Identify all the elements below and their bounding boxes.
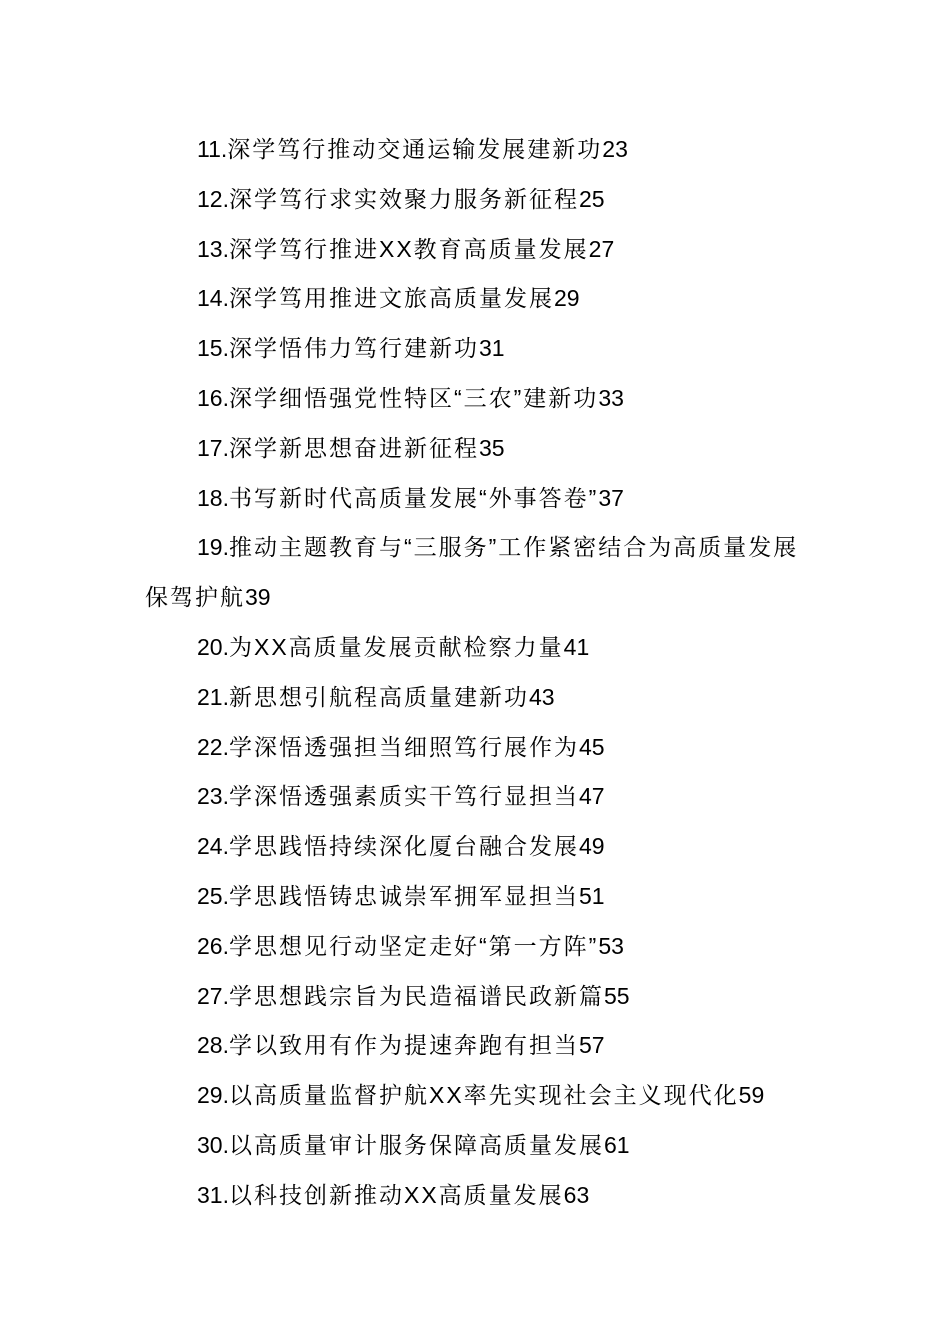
toc-entry-31[interactable]	[145, 1171, 810, 1221]
toc-entry-title: 深学悟伟力笃行建新功	[228, 335, 479, 362]
toc-entry-number: 31.	[197, 1181, 229, 1208]
toc-entry-page: 57	[578, 1032, 605, 1059]
toc-entry-number: 26.	[197, 932, 229, 959]
toc-entry-14[interactable]	[145, 274, 810, 324]
toc-entry-22[interactable]	[145, 723, 810, 773]
toc-entry-23[interactable]	[145, 772, 810, 822]
toc-entry-page: 45	[578, 733, 605, 760]
toc-entry-number: 25.	[197, 882, 229, 909]
toc-entry-title: 深学笃行推动交通运输发展建新功	[227, 136, 603, 162]
toc-entry-page: 51	[578, 882, 605, 909]
toc-entry-title: 学以致用有作为提速奔跑有担当	[228, 1032, 579, 1059]
toc-entry-title: 学思想见行动坚定走好“第一方阵”	[228, 932, 599, 959]
toc-entry-page: 33	[598, 384, 624, 411]
toc-entry-29[interactable]	[145, 1071, 810, 1121]
toc-entry-page: 23	[602, 136, 628, 162]
toc-entry-title: 深学细悟强党性特区“三农”建新功	[228, 384, 599, 411]
toc-entry-page: 37	[598, 484, 624, 511]
toc-entry-title: 书写新时代高质量发展“外事答卷”	[228, 484, 599, 511]
toc-entry-11[interactable]	[145, 125, 810, 175]
toc-entry-page: 41	[563, 633, 590, 660]
toc-entry-title: 学思践悟持续深化厦台融合发展	[228, 833, 579, 860]
toc-entry-number: 21.	[197, 683, 229, 710]
toc-entry-number: 20.	[197, 633, 229, 660]
toc-entry-15[interactable]	[145, 324, 810, 374]
toc-entry-title: 为XX高质量发展贡献检察力量	[228, 633, 564, 660]
toc-entry-24[interactable]	[145, 822, 810, 872]
toc-entry-page: 35	[478, 434, 505, 461]
toc-entry-21[interactable]	[145, 673, 810, 723]
toc-entry-number: 16.	[197, 384, 229, 411]
toc-entry-title: 学思想践宗旨为民造福谱民政新篇	[228, 982, 604, 1009]
toc-entry-number: 14.	[197, 285, 229, 312]
toc-entry-title: 以高质量监督护航XX率先实现社会主义现代化	[228, 1082, 739, 1109]
toc-entry-page: 61	[603, 1131, 630, 1158]
toc-entry-number: 17.	[197, 434, 229, 461]
toc-entry-title: 深学笃行求实效聚力服务新征程	[228, 185, 579, 212]
toc-entry-number: 13.	[197, 235, 229, 262]
toc-entry-page: 25	[578, 185, 605, 212]
toc-entry-number: 15.	[197, 335, 229, 362]
toc-entry-page: 59	[738, 1082, 765, 1109]
toc-entry-number: 12.	[197, 185, 229, 212]
toc-entry-page: 63	[563, 1181, 590, 1208]
toc-entry-28[interactable]	[145, 1021, 810, 1071]
toc-entry-27[interactable]	[145, 972, 810, 1022]
toc-entry-page: 47	[578, 783, 605, 810]
toc-entry-title: 深学笃用推进文旅高质量发展	[228, 285, 554, 312]
toc-entry-19[interactable]	[145, 523, 810, 623]
toc-entry-title: 以科技创新推动XX高质量发展	[228, 1181, 564, 1208]
toc-entry-number: 22.	[197, 733, 229, 760]
toc-entry-title: 学深悟透强素质实干笃行显担当	[228, 783, 579, 810]
toc-entry-number: 18.	[197, 484, 229, 511]
toc-entry-page: 53	[598, 932, 624, 959]
toc-entry-20[interactable]	[145, 623, 810, 673]
toc-entry-title: 新思想引航程高质量建新功	[228, 683, 529, 710]
toc-entry-number: 29.	[197, 1082, 229, 1109]
toc-entry-title: 学深悟透强担当细照笃行展作为	[228, 733, 579, 760]
toc-entry-number: 19.	[197, 534, 229, 561]
toc-entry-number: 23.	[197, 783, 229, 810]
toc-entry-number: 27.	[197, 982, 229, 1009]
toc-entry-25[interactable]	[145, 872, 810, 922]
toc-entry-page: 55	[603, 982, 630, 1009]
toc-entry-title: 深学新思想奋进新征程	[228, 434, 479, 461]
toc-entry-title: 以高质量审计服务保障高质量发展	[228, 1131, 604, 1158]
toc-entry-page: 31	[478, 335, 505, 362]
toc-entry-number: 24.	[197, 833, 229, 860]
table-of-contents	[145, 125, 810, 1221]
toc-entry-page: 39	[245, 584, 271, 611]
toc-entry-page: 49	[578, 833, 605, 860]
toc-entry-title: 推动主题教育与“三服务”工作紧密结合为高质量发展保驾护航	[145, 534, 799, 611]
toc-entry-13[interactable]	[145, 225, 810, 275]
toc-entry-18[interactable]	[145, 474, 810, 524]
toc-entry-title: 深学笃行推进XX教育高质量发展	[228, 235, 589, 262]
toc-entry-number: 28.	[197, 1032, 229, 1059]
toc-entry-number: 11.	[197, 136, 228, 162]
toc-entry-17[interactable]	[145, 424, 810, 474]
toc-entry-page: 43	[528, 683, 555, 710]
toc-entry-page: 29	[553, 285, 580, 312]
toc-entry-title: 学思践悟铸忠诚崇军拥军显担当	[228, 882, 579, 909]
toc-entry-26[interactable]	[145, 922, 810, 972]
toc-entry-page: 27	[588, 235, 615, 262]
toc-entry-12[interactable]	[145, 175, 810, 225]
toc-entry-16[interactable]	[145, 374, 810, 424]
toc-entry-number: 30.	[197, 1131, 229, 1158]
toc-entry-30[interactable]	[145, 1121, 810, 1171]
